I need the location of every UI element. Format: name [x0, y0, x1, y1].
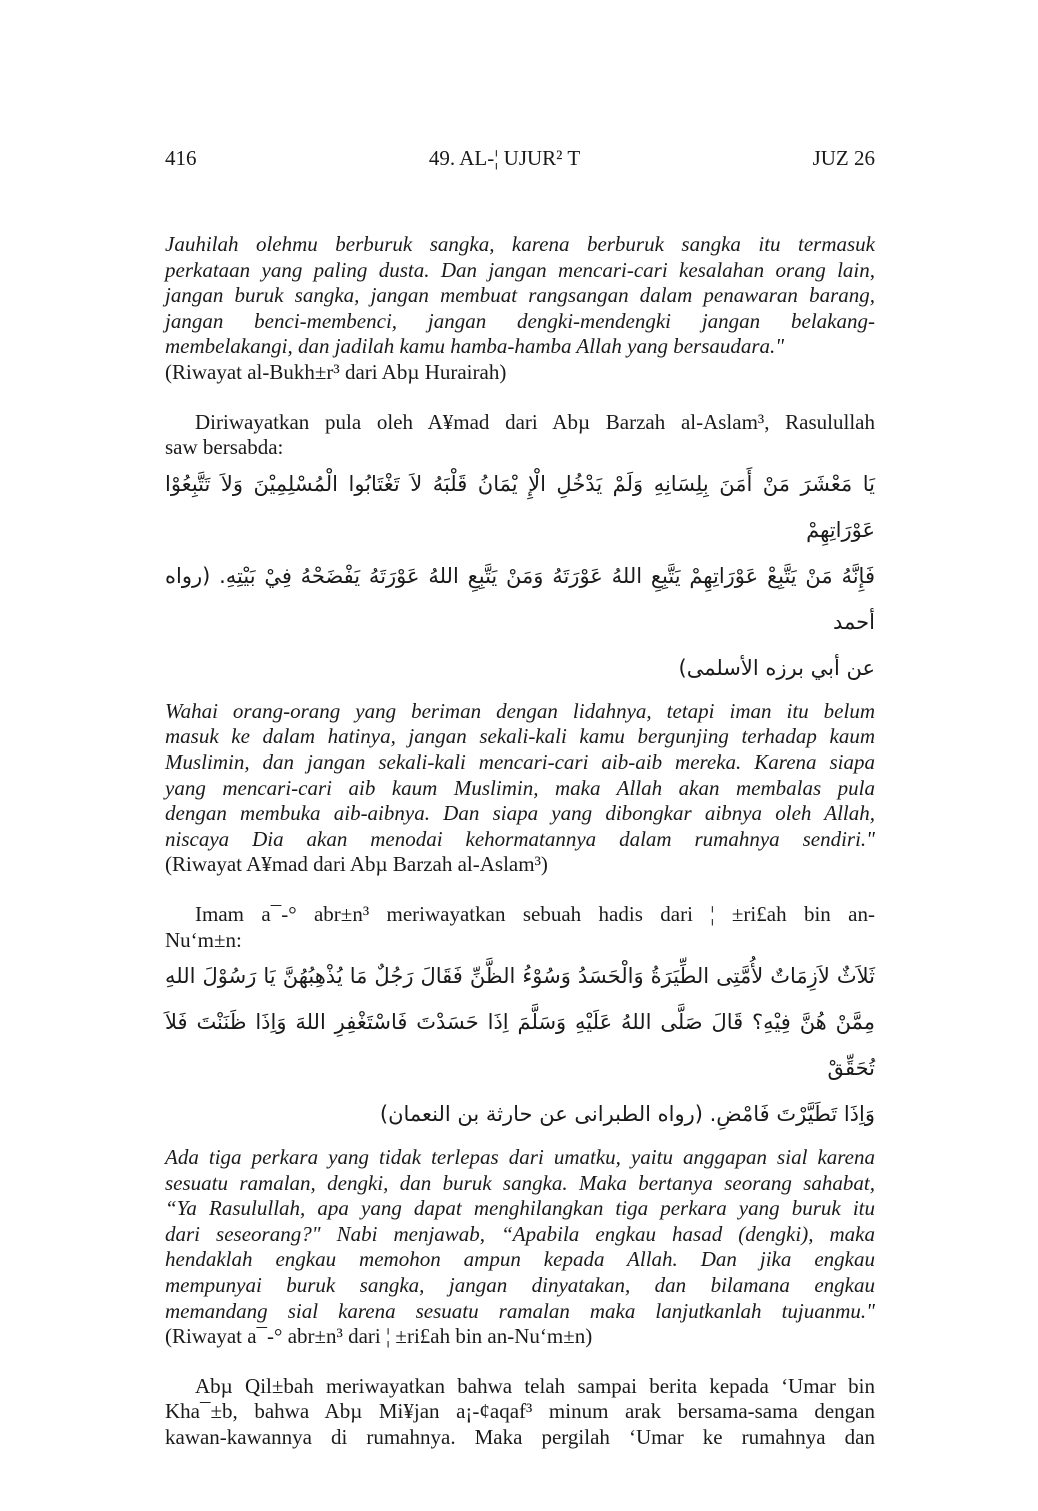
- text-line: jangan benci-membenci, jangan dengki-mendengki jangan belakang-: [165, 308, 875, 333]
- paragraph-2: [165, 410, 875, 461]
- text-line: hendaklah engkau memohon ampun kepada Allah. Dan jika engkau: [165, 1247, 875, 1272]
- arabic-hadith-2: [165, 953, 875, 1137]
- source-citation: (Riwayat A¥mad dari Abµ Barzah al-Aslam³): [165, 852, 548, 877]
- arabic-line: مِمَّنْ هُنَّ فِيْهِ؟ قَالَ صَلَّى اللهُ عَلَيْهِ وَسَلَّمَ اِذَا حَسَدْتَ فَاسْتَغْفِرِ اللهَ وَاِذَا ظَنَنْتَ فَلاَ تُحَقِّقْ: [165, 1010, 875, 1081]
- text-line: Nu‘m±n:: [165, 927, 242, 952]
- running-header: [165, 146, 875, 171]
- paragraph-6: [165, 1374, 875, 1451]
- text-line: yang mencari-cari aib kaum Muslimin, maka Allah akan membalas pula: [165, 775, 875, 800]
- text-line: Jauhilah olehmu berburuk sangka, karena berburuk sangka itu termasuk: [165, 232, 875, 256]
- arabic-line: فَإِنَّهُ مَنْ يَتَّبِعْ عَوْرَاتِهِمْ يَتَّبِعِ اللهُ عَوْرَتَهُ وَمَنْ يَتَّبِعِ اللهُ عَوْرَتَهُ يَفْضَحْهُ فِيْ بَيْتِهِ. (رواه أحمد: [165, 563, 875, 634]
- text-line: mempunyai buruk sangka, jangan dinyatakan, dan bilamana engkau: [165, 1273, 875, 1298]
- source-citation: (Riwayat a¯-° abr±n³ dari ¦ ±ri£ah bin an-Nu‘m±n): [165, 1324, 593, 1349]
- text-line: Imam a¯-° abr±n³ meriwayatkan sebuah hadis dari ¦ ±ri£ah bin an-: [195, 901, 875, 926]
- juz-label: JUZ 26: [812, 146, 875, 170]
- text-line: Diriwayatkan pula oleh A¥mad dari Abµ Barzah al-Aslam³, Rasulullah: [195, 409, 875, 434]
- text-line: membelakangi, dan jadilah kamu hamba-hamba Allah yang bersaudara.": [165, 334, 785, 359]
- text-line: perkataan yang paling dusta. Dan jangan mencari-cari kesalahan orang lain,: [165, 257, 875, 282]
- arabic-line: عن أبي برزه الأسلمى): [678, 655, 875, 680]
- text-line: Kha¯±b, bahwa Abµ Mi¥jan a¡-¢aqaf³ minum arak bersama-sama dengan: [165, 1399, 875, 1424]
- text-line: sesuatu ramalan, dengki, dan buruk sangka. Maka bertanya seorang sahabat,: [165, 1170, 875, 1195]
- arabic-line: ثَلاَثٌ لاَزِمَاتٌ لأُمَّتِى الطِّيَرَةُ وَالْحَسَدُ وَسُوْءُ الظَّنِّ فَقَالَ رَجُلٌ مَا يُذْهِبُهُنَّ يَا رَسُوْلَ اللهِ: [165, 964, 875, 989]
- text-line: masuk ke dalam hatinya, jangan sekali-kali kamu bergunjing terhadap kaum: [165, 724, 875, 749]
- source-citation: (Riwayat al-Bukh±r³ dari Abµ Hurairah): [165, 359, 507, 384]
- paragraph-4: [165, 902, 875, 953]
- arabic-hadith-1: [165, 461, 875, 691]
- arabic-line: وَاِذَا تَطَيَّرْتَ فَامْضِ. (رواه الطبرانى عن حارثة بن النعمان): [379, 1102, 875, 1127]
- text-line: dari seseorang?" Nabi menjawab, “Apabila engkau hasad (dengki), maka: [165, 1221, 875, 1246]
- page-number: 416: [165, 146, 197, 170]
- translation-1: [165, 232, 875, 360]
- text-line: dengan membuka aib-aibnya. Dan siapa yang dibongkar aibnya oleh Allah,: [165, 801, 875, 826]
- text-line: Wahai orang-orang yang beriman dengan lidahnya, tetapi iman itu belum: [165, 698, 875, 723]
- text-line: kawan-kawannya di rumahnya. Maka pergilah ‘Umar ke rumahnya dan: [165, 1425, 875, 1450]
- text-line: Ada tiga perkara yang tidak terlepas dari umatku, yaitu anggapan sial karena: [165, 1145, 875, 1170]
- text-line: memandang sial karena sesuatu ramalan maka lanjutkanlah tujuanmu.": [165, 1298, 875, 1323]
- translation-2: [165, 699, 875, 853]
- text-line: saw bersabda:: [165, 435, 284, 460]
- text-line: Muslimin, dan jangan sekali-kali mencari-cari aib-aib mereka. Karena siapa: [165, 749, 875, 774]
- text-line: jangan buruk sangka, jangan membuat rangsangan dalam penawaran barang,: [165, 283, 875, 308]
- chapter-title: 49. AL-¦ UJUR² T: [428, 146, 581, 170]
- text-line: Abµ Qil±bah meriwayatkan bahwa telah sampai berita kepada ‘Umar bin: [195, 1373, 875, 1398]
- text-line: “Ya Rasulullah, apa yang dapat menghilangkan tiga perkara yang buruk itu: [165, 1196, 875, 1221]
- translation-3: [165, 1145, 875, 1324]
- arabic-line: يَا مَعْشَرَ مَنْ أَمَنَ بِلِسَانِهِ وَلَمْ يَدْخُلِ الْإِ يْمَانُ قَلْبَهُ لاَ تَغْتَابُوا الْمُسْلِمِيْنَ وَلاَ تَتَّبِعُوْا عَوْرَاتِهِمْ: [165, 471, 875, 542]
- text-line: niscaya Dia akan menodai kehormatannya dalam rumahnya sendiri.": [165, 826, 875, 851]
